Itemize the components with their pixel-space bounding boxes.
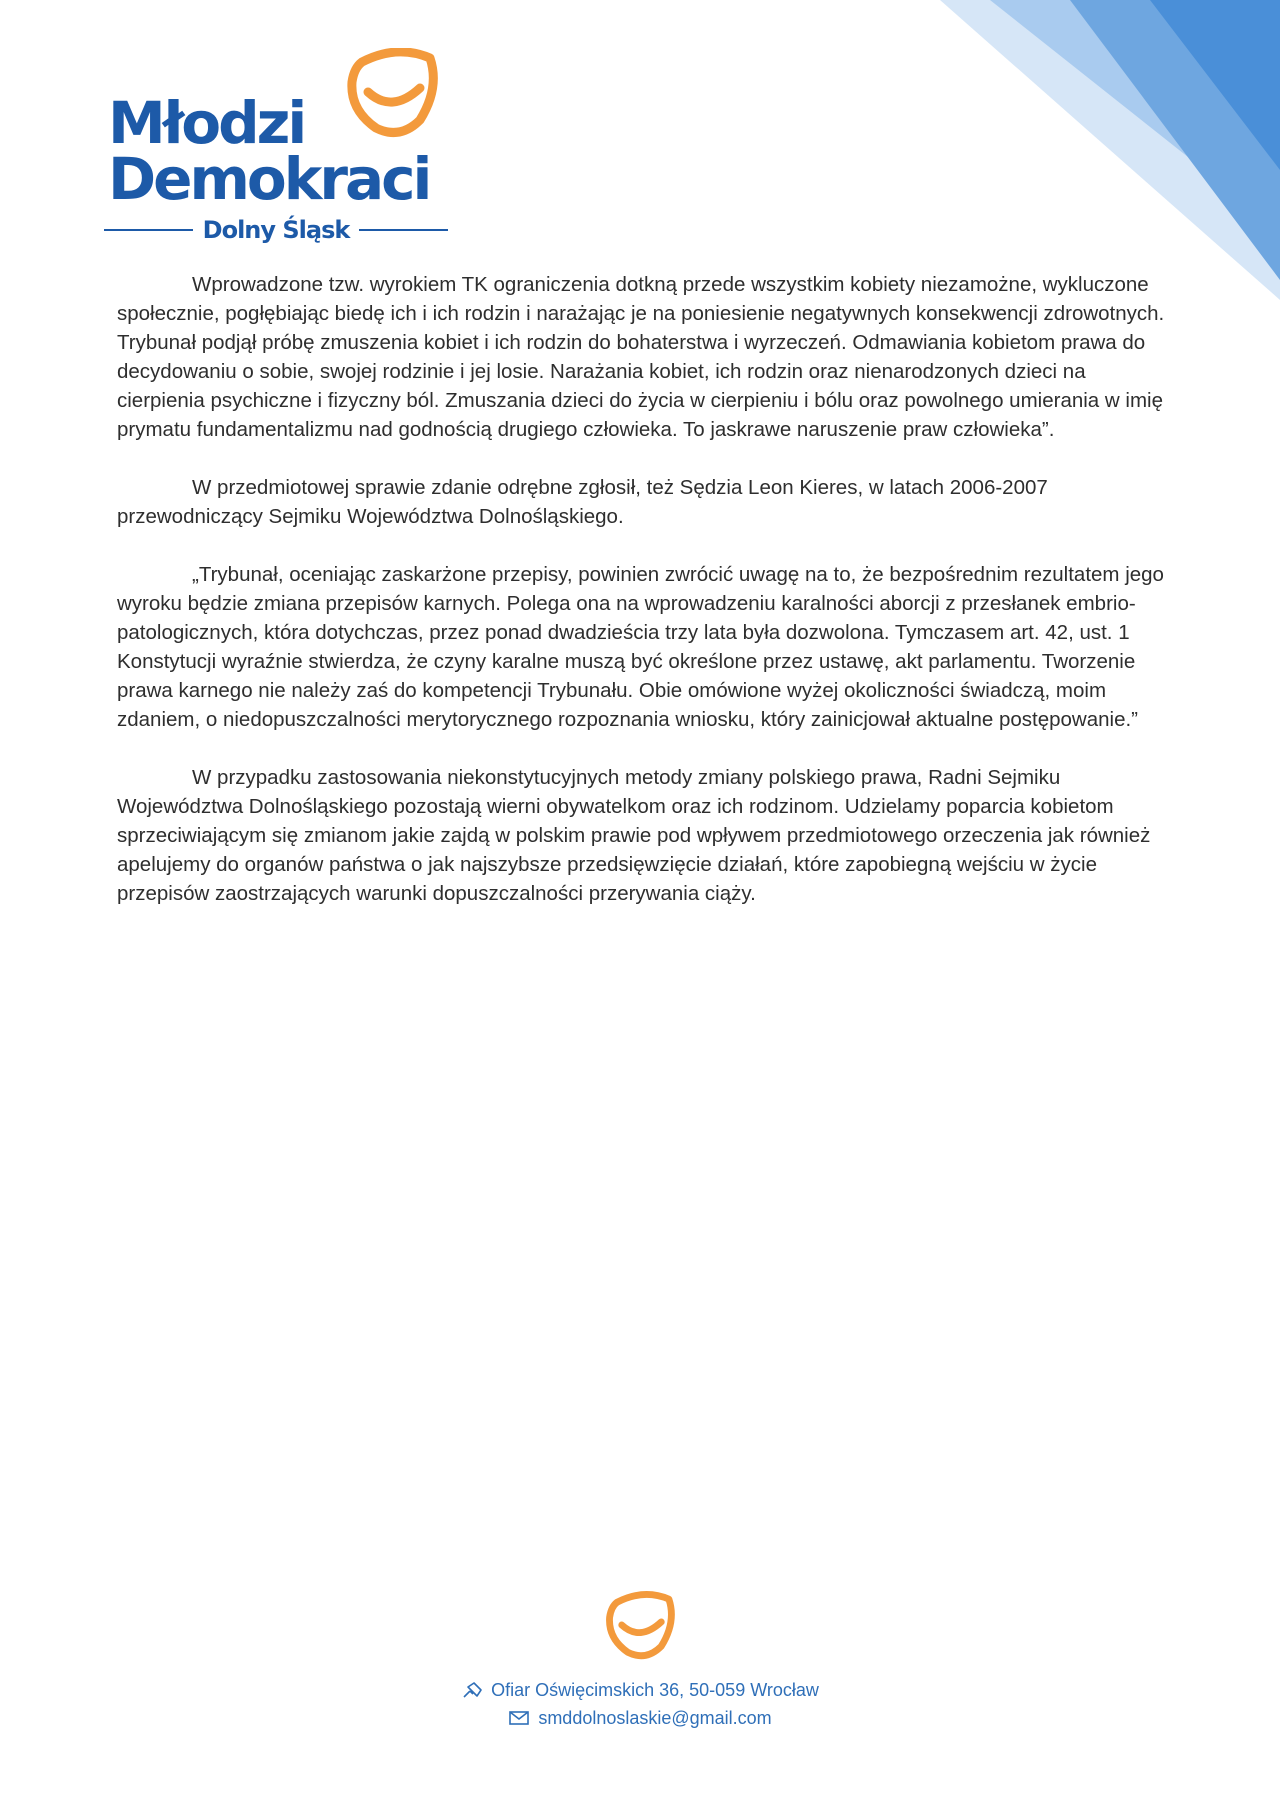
logo-region-text: Dolny Śląsk [202, 216, 350, 244]
envelope-icon [508, 1709, 530, 1727]
footer-address [0, 1676, 1280, 1704]
paragraph: W przedmiotowej sprawie zdanie odrębne zgłosił, też Sędzia Leon Kieres, w latach 2006-2007 przewodniczący Sejmiku Województwa Dolnośląskiego. [117, 476, 1048, 528]
corner-decoration [900, 0, 1280, 300]
logo-region [104, 216, 448, 244]
footer-address-text: Ofiar Oświęcimskich 36, 50-059 Wrocław [491, 1680, 819, 1700]
logo-smile-icon [342, 48, 442, 144]
footer [0, 1590, 1280, 1732]
logo-title-line1: Młodzi [108, 89, 305, 157]
footer-logo-smile-icon [602, 1590, 678, 1666]
paragraph: Wprowadzone tzw. wyrokiem TK ograniczenia dotkną przede wszystkim kobiety niezamożne, wykluczone społecznie, pogłębiając biedę ich i ich rodzin i narażając je na poniesienie negatywnych konsekwencji zdrowotnych. Trybunał podjął próbę zmuszenia kobiet i ich rodzin do bohaterstwa i wyrzeczeń. Odmawiania kobietom prawa do decydowaniu o sobie, swojej rodzinie i jej losie. Narażania kobiet, ich rodzin oraz nienarodzonych dzieci na cierpienia psychiczne i fizyczny ból. Zmuszania dzieci do życia w cierpieniu i bólu oraz powolnego umierania w imię prymatu fundamentalizmu nad godnością drugiego człowieka. To jaskrawe naruszenie praw człowieka”. [117, 273, 1165, 441]
organization-logo [104, 48, 464, 248]
logo-rule-left [104, 229, 193, 231]
logo-title-line2: Demokraci [108, 145, 430, 213]
footer-email [0, 1704, 1280, 1732]
footer-email-text[interactable]: smddolnoslaskie@gmail.com [538, 1708, 772, 1728]
logo-rule-right [359, 229, 448, 231]
pin-icon [461, 1681, 483, 1699]
letter-body [117, 270, 1167, 937]
paragraph: „Trybunał, oceniając zaskarżone przepisy, powinien zwrócić uwagę na to, że bezpośrednim rezultatem jego wyroku będzie zmiana przepisów karnych. Polega ona na wprowadzeniu karalności aborcji z przesłanek embrio-patologicznych, która dotychczas, przez ponad dwadzieścia trzy lata była dozwolona. Tymczasem art. 42, ust. 1 Konstytucji wyraźnie stwierdza, że czyny karalne muszą być określone przez ustawę, akt parlamentu. Tworzenie prawa karnego nie należy zaś do kompetencji Trybunału. Obie omówione wyżej okoliczności świadczą, moim zdaniem, o niedopuszczalności merytorycznego rozpoznania wniosku, który zainicjował aktualne postępowanie.” [117, 563, 1164, 731]
paragraph: W przypadku zastosowania niekonstytucyjnych metody zmiany polskiego prawa, Radni Sejmiku Województwa Dolnośląskiego pozostają wierni obywatelkom oraz ich rodzinom. Udzielamy poparcia kobietom sprzeciwiającym się zmianom jakie zajdą w polskim prawie pod wpływem przedmiotowego orzeczenia jak również apelujemy do organów państwa o jak najszybsze przedsięwzięcie działań, które zapobiegną wejściu w życie przepisów zaostrzających warunki dopuszczalności przerywania ciąży. [117, 766, 1151, 905]
